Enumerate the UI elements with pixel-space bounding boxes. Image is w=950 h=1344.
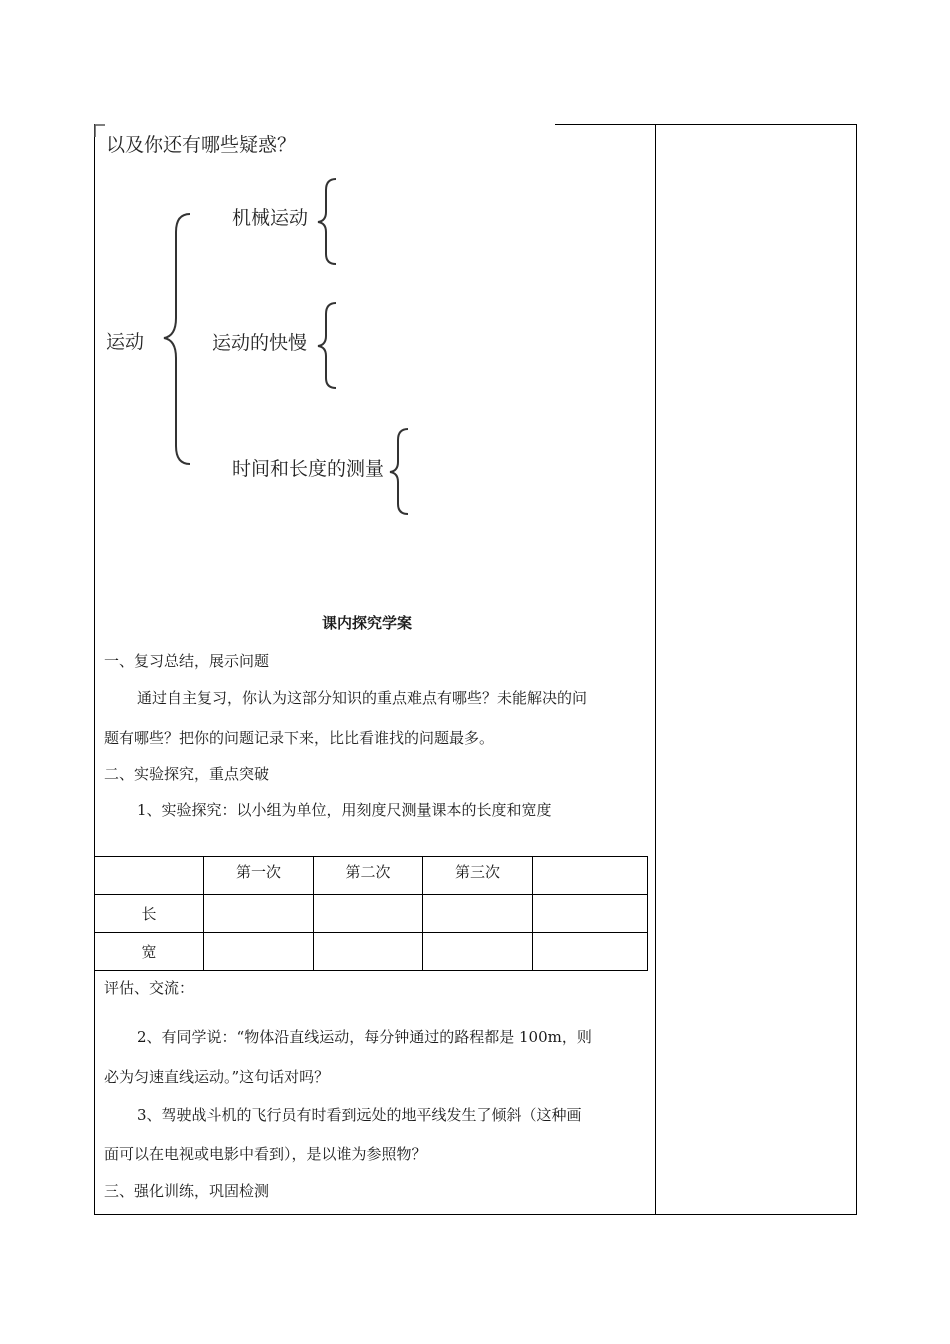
branch3-brace-icon	[386, 426, 412, 518]
diagram-question: 以及你还有哪些疑惑？	[106, 134, 297, 156]
part2-item3-line2: 面可以在电视或电影中看到），是以谁为参照物？	[104, 1145, 427, 1163]
part2-item2-line1: 2、有同学说：“物体沿直线运动，每分钟通过的路程都是 100m，则	[137, 1028, 592, 1046]
part2-item3-line1: 3、驾驶战斗机的飞行员有时看到远处的地平线发生了倾斜（这种画	[137, 1106, 582, 1124]
branch1-brace-icon	[314, 176, 340, 268]
frame-bottom-line	[94, 1214, 857, 1215]
evaluation-label: 评估、交流：	[104, 979, 195, 997]
diagram-corner-mark	[94, 124, 106, 138]
measurement-table	[94, 856, 648, 971]
table-row	[95, 895, 648, 933]
table-header-cell: 第三次	[423, 857, 533, 895]
table-cell	[533, 933, 648, 971]
frame-divider-line	[655, 124, 656, 1215]
diagram-root-label: 运动	[106, 331, 145, 353]
root-brace-icon	[158, 210, 198, 470]
table-cell	[423, 895, 533, 933]
branch2-brace-icon	[314, 300, 340, 392]
part2-heading: 二、实验探究，重点突破	[104, 765, 270, 783]
part1-heading: 一、复习总结，展示问题	[104, 652, 270, 670]
table-cell	[423, 933, 533, 971]
part1-paragraph-line1: 通过自主复习，你认为这部分知识的重点难点有哪些？未能解决的问	[137, 689, 588, 707]
table-row-label: 长	[95, 895, 204, 933]
part1-paragraph-line2: 题有哪些？把你的问题记录下来，比比看谁找的问题最多。	[104, 729, 495, 747]
table-header-cell: 第二次	[314, 857, 423, 895]
table-row-label: 宽	[95, 933, 204, 971]
table-row	[95, 933, 648, 971]
table-cell	[314, 933, 423, 971]
table-cell	[204, 895, 314, 933]
table-cell	[533, 895, 648, 933]
frame-top-line	[555, 124, 857, 125]
frame-right-line	[856, 124, 857, 1215]
table-header-cell	[533, 857, 648, 895]
table-cell	[204, 933, 314, 971]
section-title: 课内探究学案	[322, 614, 413, 632]
part2-item2-line2: 必为匀速直线运动。”这句话对吗？	[104, 1068, 330, 1086]
table-cell	[314, 895, 423, 933]
diagram-branch-measurement: 时间和长度的测量	[232, 458, 385, 480]
table-header-cell: 第一次	[204, 857, 314, 895]
part2-item1: 1、实验探究：以小组为单位，用刻度尺测量课本的长度和宽度	[137, 801, 552, 819]
table-header-cell	[95, 857, 204, 895]
frame-left-line	[94, 124, 95, 1215]
diagram-branch-mechanical-motion: 机械运动	[232, 207, 309, 229]
table-header-row	[95, 857, 648, 895]
diagram-branch-speed: 运动的快慢	[212, 332, 308, 354]
part3-heading: 三、强化训练，巩固检测	[104, 1182, 270, 1200]
